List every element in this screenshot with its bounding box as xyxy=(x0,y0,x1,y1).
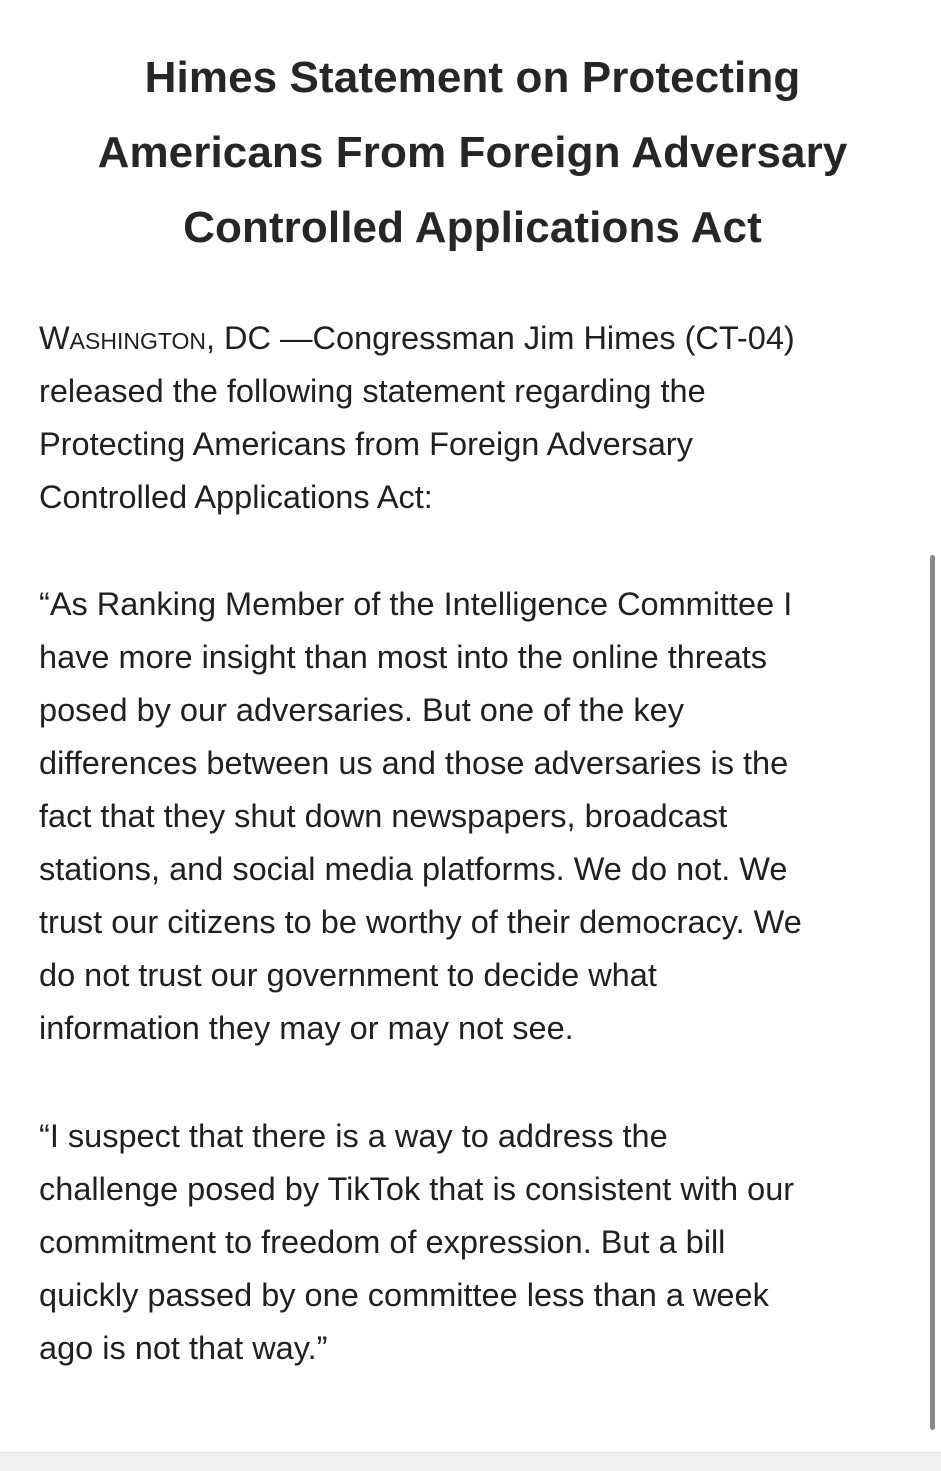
quote-line: commitment to freedom of expression. But a bill xyxy=(39,1224,726,1260)
quote-line: trust our citizens to be worthy of their democracy. We xyxy=(39,904,802,940)
vertical-scrollbar[interactable] xyxy=(930,555,935,1430)
quote-line: stations, and social media platforms. We do not. We xyxy=(39,851,788,887)
bottom-edge-bar xyxy=(0,1452,941,1471)
intro-line: Protecting Americans from Foreign Adversary xyxy=(39,426,693,462)
title-line: Americans From Foreign Adversary xyxy=(97,128,848,177)
quote-line: differences between us and those adversaries is the xyxy=(39,745,789,781)
quote-line: “I suspect that there is a way to address the xyxy=(39,1118,668,1154)
intro-line: Controlled Applications Act: xyxy=(39,479,433,515)
dateline-rest: , DC —Congressman Jim Himes (CT-04) xyxy=(206,320,795,356)
quote-line: information they may or may not see. xyxy=(39,1010,574,1046)
quote-line: “As Ranking Member of the Intelligence Committee I xyxy=(39,586,793,622)
quote-paragraph-2 xyxy=(39,1110,909,1375)
quote-line: quickly passed by one committee less than a week xyxy=(39,1277,769,1313)
quote-line: have more insight than most into the online threats xyxy=(39,639,768,675)
title-line: Controlled Applications Act xyxy=(183,203,762,252)
quote-line: challenge posed by TikTok that is consistent with our xyxy=(39,1171,795,1207)
quote-paragraph-1 xyxy=(39,578,909,1055)
quote-line: fact that they shut down newspapers, broadcast xyxy=(39,798,728,834)
intro-line xyxy=(39,312,909,365)
intro-paragraph xyxy=(39,312,909,524)
quote-line: ago is not that way.” xyxy=(39,1330,328,1366)
statement-title xyxy=(20,40,925,265)
intro-line: released the following statement regarding the xyxy=(39,373,706,409)
title-line: Himes Statement on Protecting xyxy=(144,53,801,102)
quote-line: do not trust our government to decide what xyxy=(39,957,657,993)
quote-line: posed by our adversaries. But one of the key xyxy=(39,692,684,728)
dateline: Washington xyxy=(39,320,206,356)
